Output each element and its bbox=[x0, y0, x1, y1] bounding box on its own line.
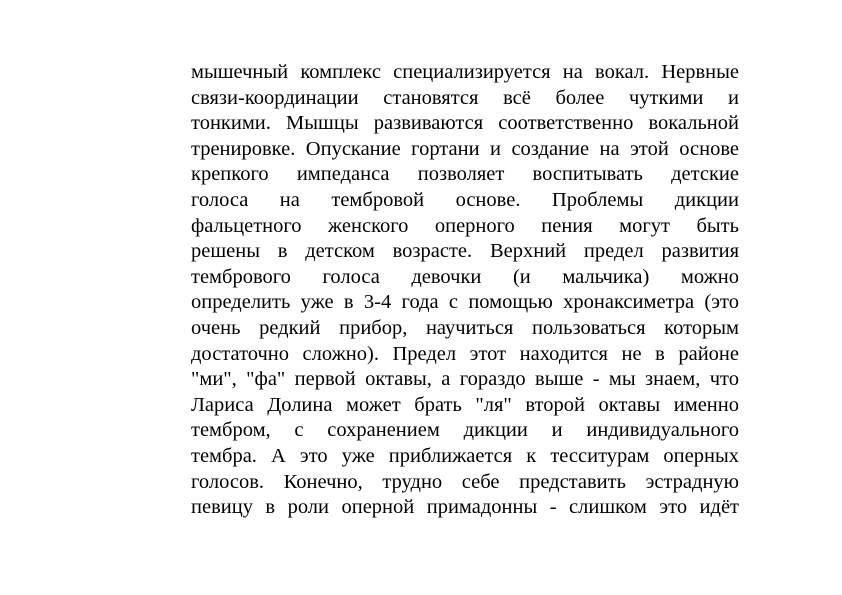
text-line: Лариса Долина может брать "ля" второй октавы именно bbox=[191, 393, 739, 416]
text-line: тембром, с сохранением дикции и индивидуального bbox=[191, 419, 739, 442]
text-line: определить уже в 3-4 года с помощью хронаксиметра (это bbox=[191, 291, 739, 314]
text-line: тембра. А это уже приближается к тесситурам оперных bbox=[191, 444, 739, 467]
text-line: крепкого импеданса позволяет воспитывать детские bbox=[191, 163, 739, 186]
text-line: решены в детском возрасте. Верхний предел развития bbox=[191, 240, 739, 263]
text-line: фальцетного женского оперного пения могут быть bbox=[191, 214, 739, 237]
text-line: мышечный комплекс специализируется на вокал. Нервные bbox=[191, 61, 739, 83]
text-line: голоса на тембровой основе. Проблемы дикции bbox=[191, 188, 739, 211]
text-line: голосов. Конечно, трудно себе представить эстрадную bbox=[191, 470, 739, 493]
text-line: очень редкий прибор, научиться пользоваться которым bbox=[191, 316, 739, 339]
text-line: тонкими. Мышцы развиваются соответственно вокальной bbox=[191, 112, 739, 135]
body-text bbox=[191, 60, 739, 521]
text-line: достаточно сложно). Предел этот находится не в районе bbox=[191, 342, 739, 365]
text-line: певицу в роли оперной примадонны - слишком это идёт bbox=[191, 496, 739, 519]
text-line: тембрового голоса девочки (и мальчика) можно bbox=[191, 265, 739, 288]
text-line: тренировке. Опускание гортани и создание на этой основе bbox=[191, 137, 739, 160]
text-line: связи-координации становятся всё более чуткими и bbox=[191, 86, 739, 109]
text-line: "ми", "фа" первой октавы, а гораздо выше - мы знаем, что bbox=[191, 368, 739, 391]
